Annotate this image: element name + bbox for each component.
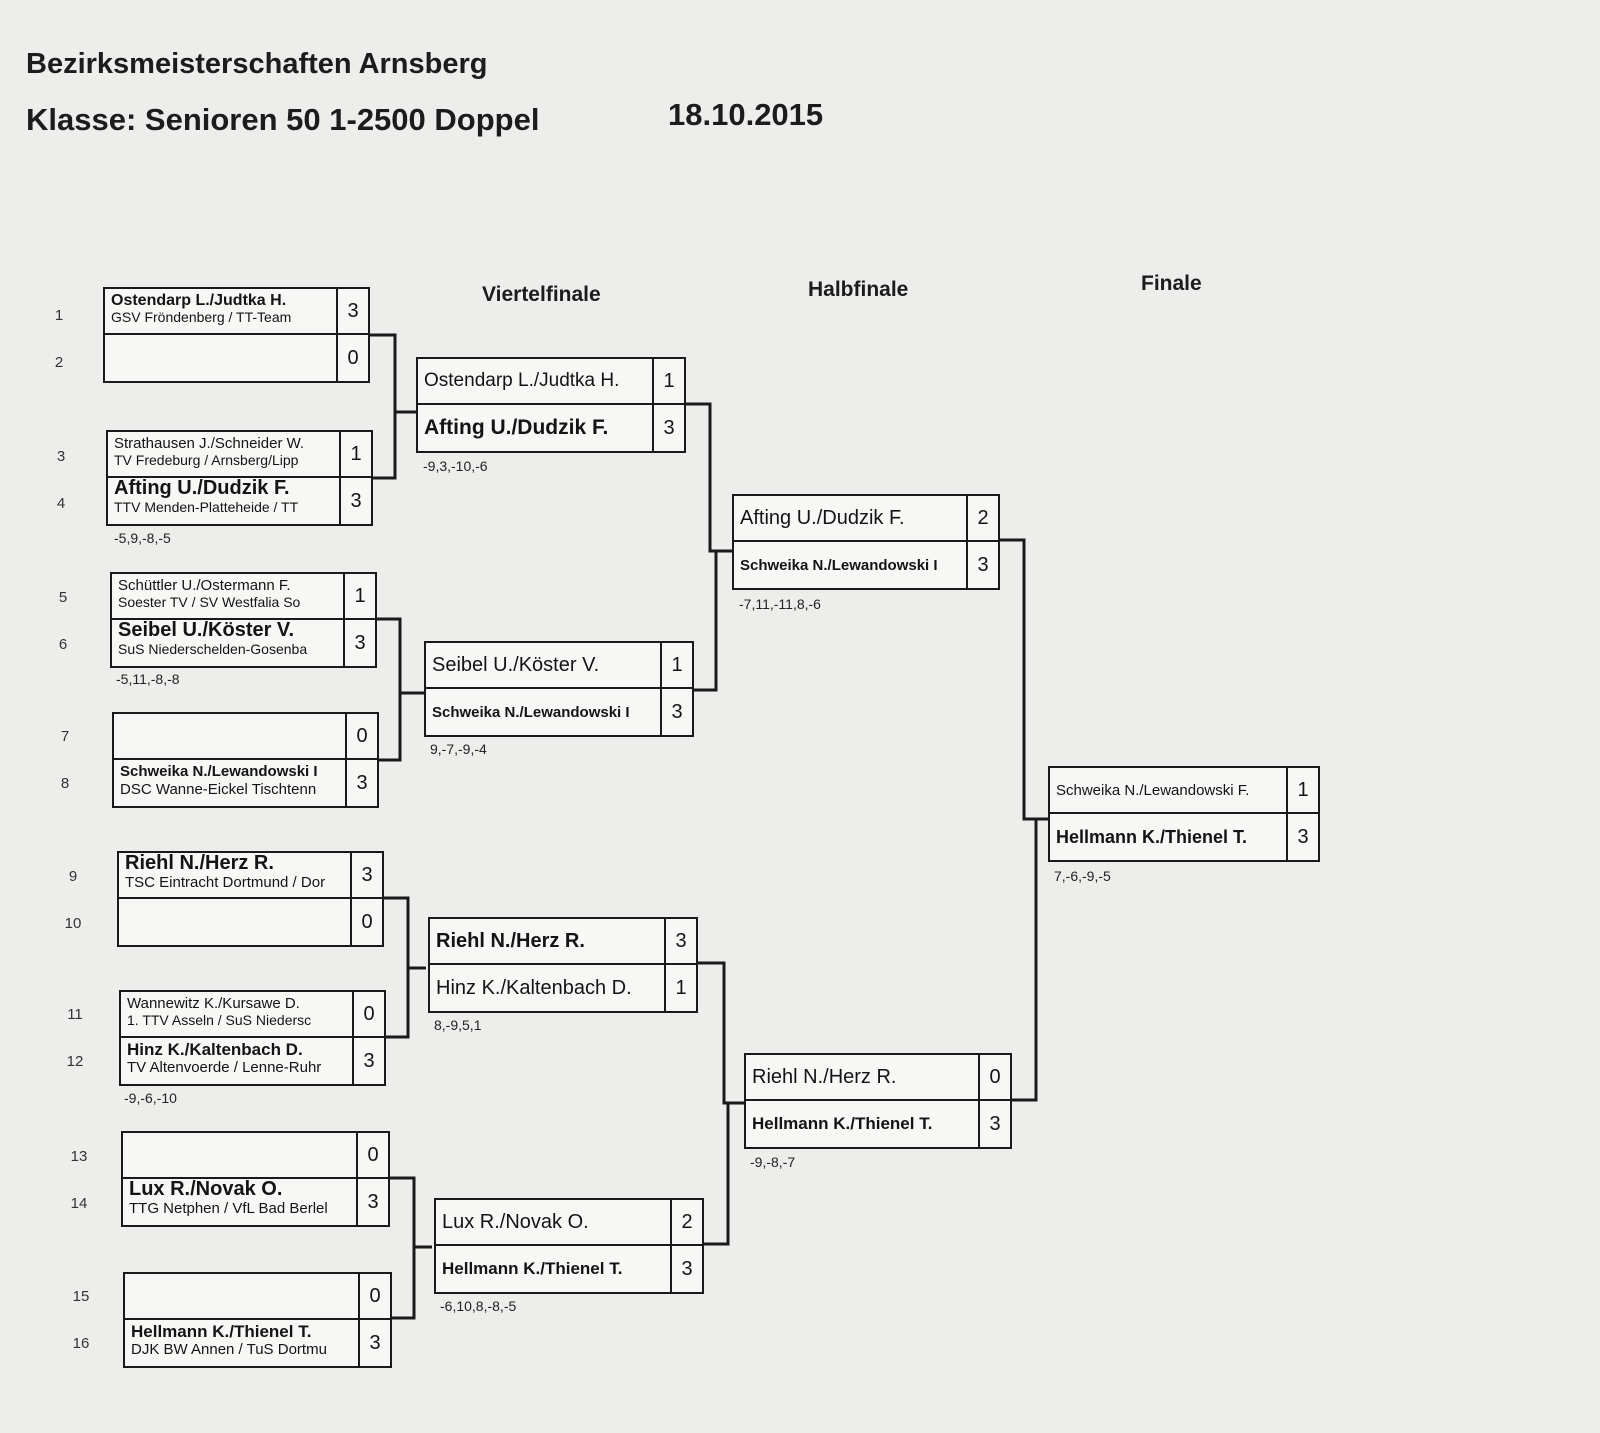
club-name: Soester TV / SV Westfalia So [118, 594, 301, 610]
pair-name: Schweika N./Lewandowski F. [1056, 781, 1250, 799]
entry-row [1050, 814, 1318, 860]
entry-row [734, 542, 998, 588]
score: 3 [966, 542, 998, 588]
club-name: DSC Wanne-Eickel Tischtenn [120, 781, 317, 798]
qf-match-2 [424, 641, 694, 737]
r1-match-7 [121, 1131, 390, 1227]
pair-name: Hellmann K./Thienel T. [752, 1114, 933, 1133]
seed-number: 9 [68, 868, 78, 885]
entry-row [108, 432, 371, 478]
seed-number: 4 [56, 495, 66, 512]
match-result: 9,-7,-9,-4 [430, 741, 487, 757]
score: 3 [339, 478, 371, 524]
r1-match-6 [119, 990, 386, 1086]
round-label-semifinal: Halbfinale [808, 278, 909, 301]
score: 3 [336, 289, 368, 333]
connector-r1-7 [390, 1178, 432, 1247]
match-result: -9,3,-10,-6 [423, 458, 488, 474]
club-name: TTG Netphen / VfL Bad Berlel [129, 1200, 328, 1217]
score: 1 [664, 965, 696, 1011]
final-match [1048, 766, 1320, 862]
score: 3 [978, 1101, 1010, 1147]
club-name: DJK BW Annen / TuS Dortmu [131, 1341, 327, 1358]
entry-row [112, 620, 375, 666]
pair-name: Seibel U./Köster V. [118, 620, 294, 641]
pair-name: Hinz K./Kaltenbach D. [436, 976, 632, 999]
seed-number: 3 [56, 448, 66, 465]
pair-name: Ostendarp L./Judtka H. [111, 292, 287, 309]
connector-sf-2 [1012, 819, 1036, 1100]
score: 1 [1286, 768, 1318, 812]
sf-match-2 [744, 1053, 1012, 1149]
pair-name: Hellmann K./Thienel T. [131, 1322, 312, 1341]
club-name: SuS Niederschelden-Gosenba [118, 641, 308, 657]
score: 3 [664, 919, 696, 963]
connector-r1-4 [379, 693, 400, 760]
r1-match-2 [106, 430, 373, 526]
entry-row [105, 289, 368, 335]
match-result: -5,11,-8,-8 [116, 671, 180, 687]
seed-number: 5 [58, 589, 68, 606]
entry-row-empty [123, 1133, 388, 1179]
seed-number: 2 [54, 354, 64, 371]
score: 2 [966, 496, 998, 540]
seed-number: 7 [60, 728, 70, 745]
pair-name: Wannewitz K./Kursawe D. [127, 995, 300, 1012]
entry-row [430, 919, 696, 965]
connector-qf-3 [698, 963, 745, 1103]
entry-row [119, 853, 382, 899]
connector-r1-6 [386, 968, 408, 1037]
qf-match-1 [416, 357, 686, 453]
entry-row [746, 1101, 1010, 1147]
entry-row-empty [105, 335, 368, 381]
score: 0 [336, 335, 368, 381]
date-label: 18.10.2015 [668, 97, 824, 132]
match-result: 8,-9,5,1 [434, 1017, 482, 1033]
round-label-quarterfinal: Viertelfinale [482, 283, 601, 306]
entry-row-empty [119, 899, 382, 945]
score: 0 [358, 1274, 390, 1318]
pair-name: Hellmann K./Thienel T. [442, 1259, 623, 1278]
class-label: Klasse: Senioren 50 1-2500 Doppel [26, 102, 540, 137]
entry-row [734, 496, 998, 542]
seed-number: 11 [67, 1006, 83, 1023]
entry-row [418, 405, 684, 451]
score: 3 [652, 405, 684, 451]
seed-number: 16 [72, 1335, 90, 1352]
entry-row [426, 689, 692, 735]
score: 0 [356, 1133, 388, 1177]
score: 1 [652, 359, 684, 403]
entry-row [125, 1320, 390, 1366]
score: 0 [350, 899, 382, 945]
r1-match-3 [110, 572, 377, 668]
score: 3 [660, 689, 692, 735]
match-result: -5,9,-8,-5 [114, 530, 171, 546]
pair-name: Riehl N./Herz R. [752, 1065, 897, 1088]
seed-number: 10 [64, 915, 82, 932]
connector-r1-1 [370, 335, 418, 412]
entry-row [112, 574, 375, 620]
r1-match-1 [103, 287, 370, 383]
club-name: TV Fredeburg / Arnsberg/Lipp [114, 452, 299, 468]
match-result: -6,10,8,-8,-5 [440, 1298, 517, 1314]
tournament-title: Bezirksmeisterschaften Arnsberg [26, 48, 488, 80]
club-name: TV Altenvoerde / Lenne-Ruhr [127, 1059, 322, 1076]
r1-match-5 [117, 851, 384, 947]
score: 3 [345, 760, 377, 806]
score: 1 [343, 574, 375, 618]
score: 3 [350, 853, 382, 897]
entry-row [430, 965, 696, 1011]
pair-name: Hellmann K./Thienel T. [1056, 826, 1248, 847]
entry-row [426, 643, 692, 689]
score: 0 [345, 714, 377, 758]
club-name: 1. TTV Asseln / SuS Niedersc [127, 1012, 312, 1028]
entry-row [123, 1179, 388, 1225]
connector-r1-2 [373, 412, 395, 478]
pair-name: Afting U./Dudzik F. [740, 506, 905, 529]
club-name: TTV Menden-Platteheide / TT [114, 499, 299, 515]
match-result: -9,-6,-10 [124, 1090, 177, 1106]
connector-qf-1 [686, 404, 734, 551]
score: 3 [343, 620, 375, 666]
pair-name: Schüttler U./Ostermann F. [118, 577, 291, 594]
seed-number: 13 [70, 1148, 88, 1165]
score: 3 [358, 1320, 390, 1366]
club-name: TSC Eintracht Dortmund / Dor [125, 874, 326, 891]
qf-match-4 [434, 1198, 704, 1294]
pair-name: Ostendarp L./Judtka H. [424, 370, 620, 391]
pair-name: Strathausen J./Schneider W. [114, 435, 305, 452]
seed-number: 1 [54, 307, 64, 324]
pair-name: Hinz K./Kaltenbach D. [127, 1040, 303, 1059]
connector-r1-5 [384, 898, 426, 968]
seed-number: 6 [58, 636, 68, 653]
pair-name: Afting U./Dudzik F. [114, 478, 290, 499]
score: 3 [356, 1179, 388, 1225]
qf-match-3 [428, 917, 698, 1013]
seed-number: 8 [60, 775, 70, 792]
entry-row [114, 760, 377, 806]
r1-match-8 [123, 1272, 392, 1368]
score: 3 [670, 1246, 702, 1292]
seed-number: 14 [70, 1195, 88, 1212]
entry-row-empty [125, 1274, 390, 1320]
score: 1 [339, 432, 371, 476]
connector-r1-8 [392, 1247, 414, 1318]
match-result: -9,-8,-7 [750, 1154, 796, 1170]
entry-row-empty [114, 714, 377, 760]
connector-qf-2 [692, 551, 716, 690]
entry-row [418, 359, 684, 405]
pair-name: Afting U./Dudzik F. [424, 416, 609, 439]
seed-number: 15 [72, 1288, 90, 1305]
pair-name: Riehl N./Herz R. [125, 853, 274, 874]
pair-name: Schweika N./Lewandowski I [432, 703, 630, 721]
match-result: 7,-6,-9,-5 [1054, 868, 1111, 884]
sf-match-1 [732, 494, 1000, 590]
entry-row [121, 992, 384, 1038]
entry-row [108, 478, 371, 524]
entry-row [746, 1055, 1010, 1101]
round-label-final: Finale [1141, 272, 1202, 295]
club-name: GSV Fröndenberg / TT-Team [111, 309, 292, 325]
score: 3 [1286, 814, 1318, 860]
entry-row [1050, 768, 1318, 814]
score: 2 [670, 1200, 702, 1244]
connector-r1-3 [377, 619, 424, 693]
score: 3 [352, 1038, 384, 1084]
connector-sf-1 [1000, 540, 1048, 819]
pair-name: Seibel U./Köster V. [432, 653, 600, 676]
score: 1 [660, 643, 692, 687]
entry-row [121, 1038, 384, 1084]
r1-match-4 [112, 712, 379, 808]
entry-row [436, 1200, 702, 1246]
pair-name: Schweika N./Lewandowski I [740, 556, 938, 574]
seed-number: 12 [66, 1053, 84, 1070]
connector-qf-4 [704, 1103, 728, 1244]
pair-name: Lux R./Novak O. [442, 1210, 589, 1233]
pair-name: Riehl N./Herz R. [436, 929, 585, 952]
match-result: -7,11,-11,8,-6 [739, 596, 821, 612]
pair-name: Lux R./Novak O. [129, 1179, 283, 1200]
score: 0 [352, 992, 384, 1036]
pair-name: Schweika N./Lewandowski I [120, 763, 318, 780]
entry-row [436, 1246, 702, 1292]
score: 0 [978, 1055, 1010, 1099]
